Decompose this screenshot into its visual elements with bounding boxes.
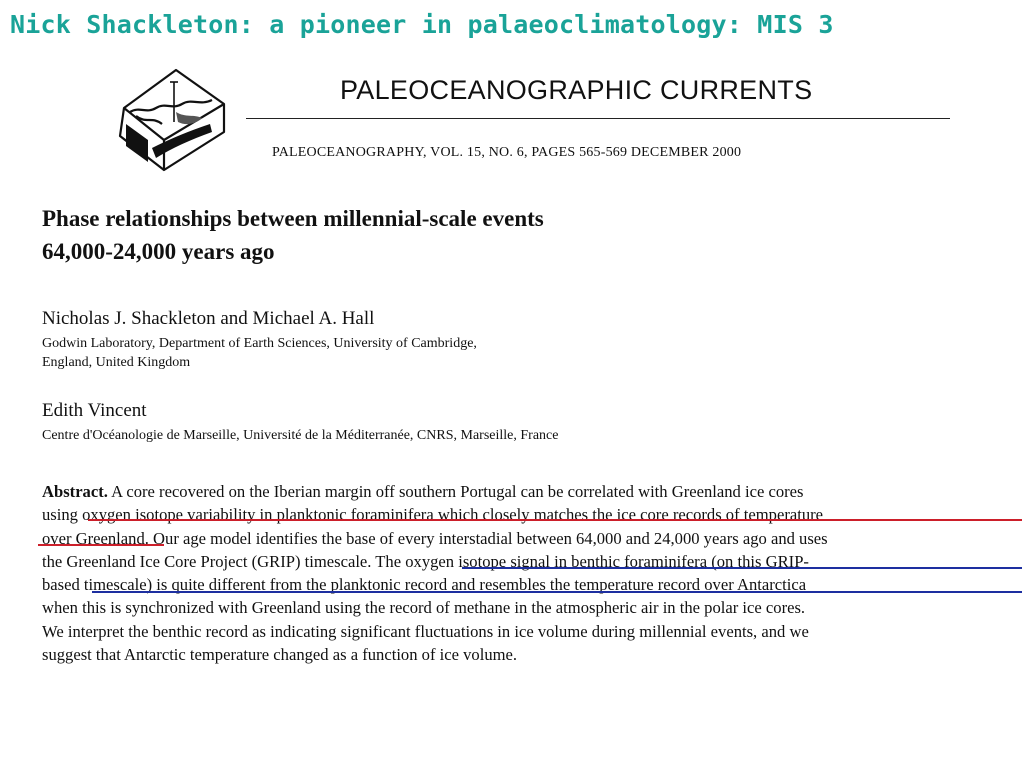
affiliation-line: Godwin Laboratory, Department of Earth Sciences, University of Cambridge,: [42, 336, 477, 351]
abstract: [42, 480, 1022, 666]
abstract-line: when this is synchronized with Greenland using the record of methane in the atmospheric air in the polar ice cores.: [42, 598, 806, 618]
abstract-line: over Greenland. Our age model identifies the base of every interstadial between 64,000 and 24,000 years ago and uses: [42, 528, 828, 548]
red-underline: [88, 519, 1022, 521]
affiliation-line: England, United Kingdom: [42, 355, 191, 370]
slide-title: Nick Shackleton: a pioneer in palaeoclimatology: MIS 3: [10, 10, 834, 39]
abstract-line: We interpret the benthic record as indicating significant fluctuations in ice volume during millennial events, and we: [42, 621, 809, 641]
paleoceanography-logo-icon: [116, 66, 228, 172]
author-names: Edith Vincent: [42, 400, 147, 421]
author-names: Nicholas J. Shackleton and Michael A. Hall: [42, 308, 375, 329]
blue-underline: [92, 591, 1022, 593]
abstract-line: suggest that Antarctic temperature changed as a function of ice volume.: [42, 645, 518, 665]
header-rule: [246, 118, 950, 119]
abstract-label: Abstract.: [42, 482, 108, 501]
abstract-line: the Greenland Ice Core Project (GRIP) timescale. The oxygen isotope signal in benthic foraminifera (on this GRIP-: [42, 551, 809, 571]
author-affiliation: [42, 426, 558, 445]
abstract-line: using oxygen isotope variability in planktonic foraminifera which closely matches the ice core records of temperature: [42, 505, 824, 525]
affiliation-line: Centre d'Océanologie de Marseille, Université de la Méditerranée, CNRS, Marseille, France: [42, 428, 559, 443]
abstract-line: Abstract. A core recovered on the Iberian margin off southern Portugal can be correlated with Greenland ice cores: [42, 482, 804, 501]
paper-title-line: Phase relationships between millennial-scale events: [42, 206, 544, 231]
journal-citation: PALEOCEANOGRAPHY, VOL. 15, NO. 6, PAGES 565-569 DECEMBER 2000: [272, 145, 742, 160]
paper-title-line: 64,000-24,000 years ago: [42, 239, 275, 264]
red-underline: [38, 544, 164, 546]
blue-underline: [462, 567, 1022, 569]
paper-title: [42, 202, 544, 268]
journal-header: PALEOCEANOGRAPHIC CURRENTS: [340, 75, 813, 105]
author-affiliation: [42, 334, 477, 372]
abstract-line: based timescale) is quite different from the planktonic record and resembles the temperature record over Antarctica: [42, 575, 807, 595]
